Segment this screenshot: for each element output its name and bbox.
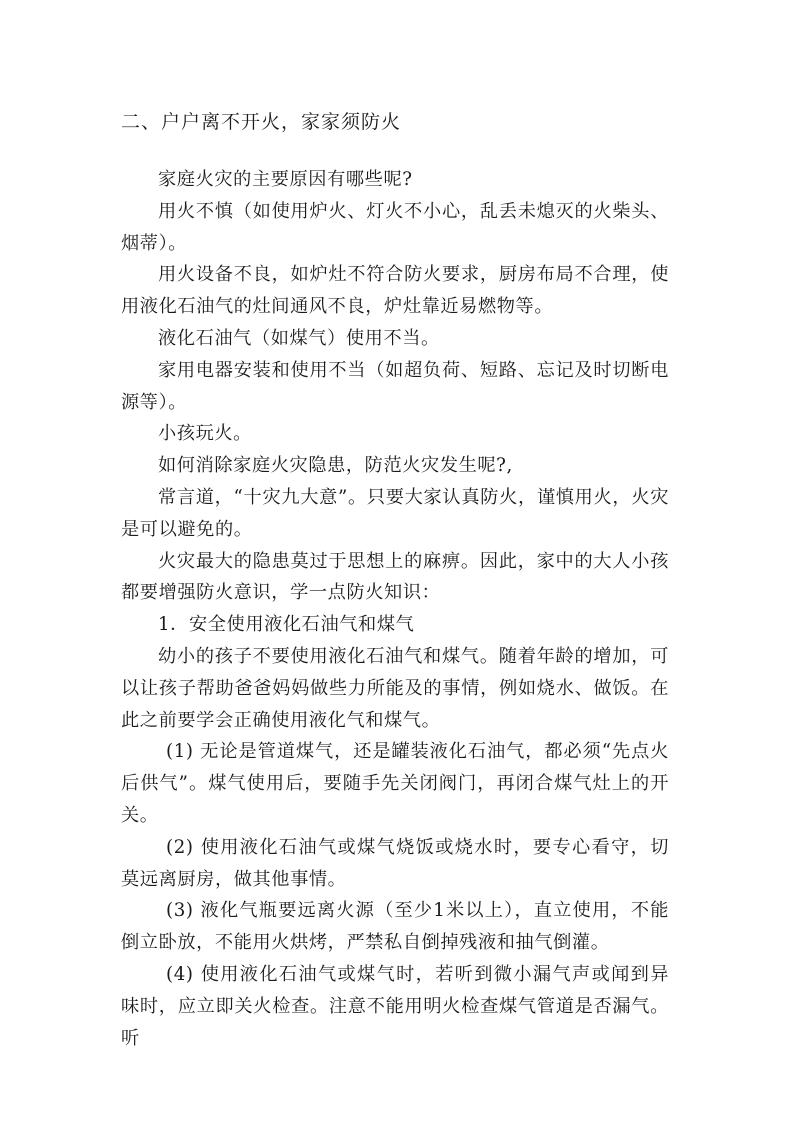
paragraph-awareness: 火灾最大的隐患莫过于思想上的麻痹。因此，家中的大人小孩都要增强防火意识，学一点防火知识： — [121, 550, 669, 604]
body-text — [121, 164, 669, 1054]
list-item: (2) 使用液化石油气或煤气烧饭或烧水时，要专心看守，切莫远离厨房，做其他事情。 — [121, 836, 669, 890]
list-item: (1) 无论是管道煤气，还是罐装液化石油气，都必须“先点火后供气”。煤气使用后，要随手先关闭阀门，再闭合煤气灶上的开关。 — [121, 741, 669, 826]
list-item: (4) 使用液化石油气或煤气时，若听到微小漏气声或闻到异味时，应立即关火检查。注意不能用明火检查煤气管道是否漏气。听 — [121, 963, 669, 1049]
paragraph-cause-lpg-misuse: 液化石油气（如煤气）使用不当。 — [158, 327, 440, 349]
paragraph-cause-appliances: 家用电器安装和使用不当（如超负荷、短路、忘记及时切断电源等）。 — [121, 359, 669, 413]
paragraph-saying: 常言道，“十灾九大意”。只要大家认真防火，谨慎用火，火灾是可以避免的。 — [121, 486, 669, 540]
paragraph-cause-bad-equipment: 用火设备不良，如炉灶不符合防火要求，厨房布局不合理，使用液化石油气的灶间通风不良，炉灶靠近易燃物等。 — [121, 264, 669, 318]
subheading-safe-gas-use: 1．安全使用液化石油气和煤气 — [158, 614, 415, 636]
paragraph-question-causes: 家庭火灾的主要原因有哪些呢? — [158, 169, 413, 190]
paragraph-children-gas: 幼小的孩子不要使用液化石油气和煤气。随着年龄的增加，可以让孩子帮助爸爸妈妈做些力所能及的事情，例如烧水、做饭。在此之前要学会正确使用液化气和煤气。 — [121, 645, 669, 731]
paragraph-cause-children: 小孩玩火。 — [158, 423, 252, 445]
paragraph-question-prevention: 如何消除家庭火灾隐患，防范火灾发生呢?, — [158, 455, 513, 477]
list-item: (3) 液化气瓶要远离火源（至少1米以上），直立使用，不能倒立卧放，不能用火烘烤，严禁私自倒掉残液和抽气倒灌。 — [121, 900, 669, 954]
section-heading: 二、户户离不开火，家家须防火 — [121, 111, 402, 133]
paragraph-cause-careless-fire: 用火不慎（如使用炉火、灯火不小心，乱丢未熄灭的火柴头、烟蒂）。 — [121, 200, 669, 254]
